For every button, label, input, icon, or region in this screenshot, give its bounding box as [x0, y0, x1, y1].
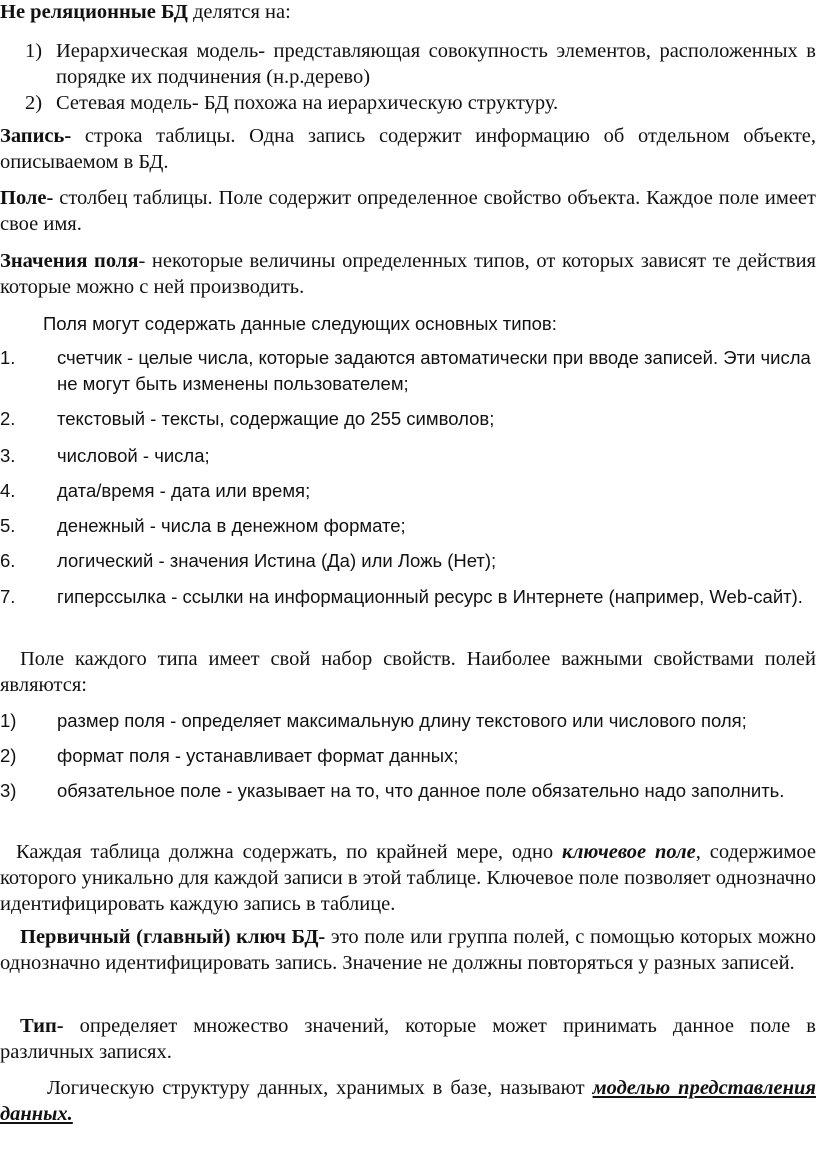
list-text: счетчик - целые числа, которые задаются автоматически при вводе записей. Эти числа не могут быть изменены пользователем;: [57, 347, 811, 394]
list-text: дата/время - дата или время;: [57, 480, 311, 501]
type-list-item: [0, 584, 816, 610]
list-number: 1): [0, 710, 17, 731]
key-field-term: ключевое поле: [562, 841, 696, 863]
field-definition: [0, 185, 816, 237]
field-term: Поле-: [0, 187, 54, 209]
record-definition: [0, 123, 816, 175]
list-text: Иерархическая модель- представляющая совокупность элементов, расположенных в порядке их подчинения (н.р.дерево): [56, 40, 816, 88]
properties-lead: Поле каждого типа имеет свой набор свойств. Наиболее важными свойствами полей являются:: [0, 648, 816, 696]
type-list-item: [0, 443, 816, 469]
type-list-item: [0, 478, 816, 504]
list-text: формат поля - устанавливает формат данных;: [57, 745, 459, 766]
list-number: 1): [25, 40, 43, 62]
intro-list-item: [25, 38, 816, 90]
list-text: числовой - числа;: [57, 445, 210, 466]
list-text: обязательное поле - указывает на то, что данное поле обязательно надо заполнить.: [57, 780, 785, 801]
intro-title: Не реляционные БД: [0, 1, 188, 23]
list-number: 3.: [0, 445, 16, 466]
list-number: 7.: [0, 586, 16, 607]
key-field-before: Каждая таблица должна содержать, по крайней мере, одно: [16, 841, 563, 863]
primary-key-paragraph: [0, 924, 816, 976]
model-paragraph: [0, 1075, 816, 1127]
record-text: строка таблицы. Одна запись содержит информацию об отдельном объекте, описываемом в БД.: [0, 125, 816, 173]
property-list-item: [0, 778, 816, 804]
type-paragraph: [0, 1013, 816, 1065]
types-lead: Поля могут содержать данные следующих основных типов:: [43, 313, 557, 334]
model-before: Логическую структуру данных, хранимых в базе, называют: [47, 1077, 593, 1099]
type-list-item: [0, 345, 816, 397]
list-number: 2): [25, 92, 43, 114]
property-list-item: [0, 743, 816, 769]
list-number: 2.: [0, 408, 16, 429]
list-text: размер поля - определяет максимальную длину текстового или числового поля;: [57, 710, 747, 731]
property-list-item: [0, 708, 816, 734]
value-definition: [0, 248, 816, 300]
list-text: Сетевая модель- БД похожа на иерархическую структуру.: [56, 92, 559, 114]
value-text: - некоторые величины определенных типов, от которых зависят те действия которые можно с ней производить.: [0, 250, 816, 298]
list-text: текстовый - тексты, содержащие до 255 символов;: [57, 408, 495, 429]
type-term: Тип-: [20, 1015, 64, 1037]
list-number: 6.: [0, 550, 16, 571]
type-list-item: [0, 406, 816, 432]
list-number: 1.: [0, 347, 16, 368]
value-term: Значения поля: [0, 250, 139, 272]
model-term: моделью представления данных.: [0, 1077, 816, 1125]
list-number: 3): [0, 780, 17, 801]
list-text: логический - значения Истина (Да) или Ложь (Нет);: [57, 550, 497, 571]
intro-list-item: [25, 90, 816, 116]
list-text: гиперссылка - ссылки на информационный ресурс в Интернете (например, Web-сайт).: [57, 586, 803, 607]
field-text: столбец таблицы. Поле содержит определенное свойство объекта. Каждое поле имеет свое имя.: [0, 187, 816, 235]
type-list-item: [0, 548, 816, 574]
list-number: 5.: [0, 515, 16, 536]
list-text: денежный - числа в денежном формате;: [57, 515, 406, 536]
primary-key-text: это поле или группа полей, с помощью которых можно однозначно идентифицировать запись. Значение не должны повторяться у разных записей.: [0, 926, 816, 974]
intro-rest: делятся на:: [187, 1, 291, 23]
key-field-after: , содержимое которого уникально для каждой записи в этой таблице. Ключевое поле позволяет однозначно идентифицировать каждую запись в таблице.: [0, 841, 816, 915]
list-number: 2): [0, 745, 17, 766]
type-text: определяет множество значений, которые может принимать данное поле в различных записях.: [0, 1015, 816, 1063]
intro-heading: [0, 0, 816, 25]
type-list-item: [0, 513, 816, 539]
primary-key-term: Первичный (главный) ключ БД-: [20, 926, 326, 948]
list-number: 4.: [0, 480, 16, 501]
record-term: Запись-: [0, 125, 72, 147]
key-field-paragraph: [0, 839, 816, 917]
